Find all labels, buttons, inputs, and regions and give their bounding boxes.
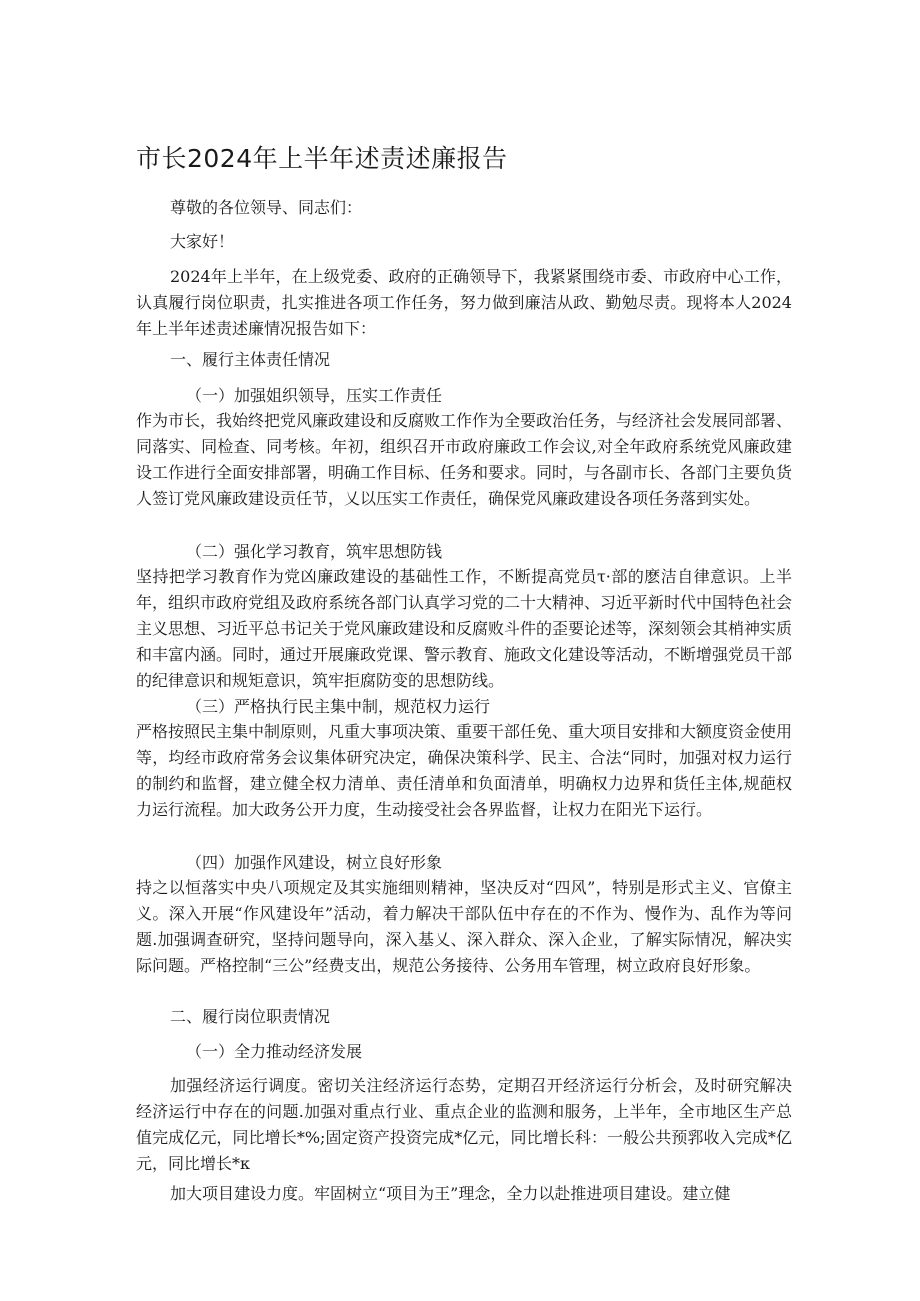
section1-heading: 一、履行主体责任情况 [170,350,331,369]
section1-sub2-text: 坚持把学习教育作为党凶廉政建设的基础性工作，不断提高党员τ·部的麽洁自律意识。上半年，组织市政府党组及政府系统各部门认真学习党的二十大精神、习近平新时代中国特色社会主义思想、习近平总书记关于党风廉政建设和反腐败斗件的歪要论述等，深刻领会其梢神实质和丰富内涵。同时，通过开展廉政党课、警示教育、施政文化建设等活动，不断增强党员干部的纪律意识和规矩意识，筑牢拒腐防变的思想防线。 [136,567,793,690]
section2-sub1-paragraph-2: 加大项目建设力度。牢固树立“项目为王”理念，全力以赴推进项目建设。建立健 [170,1184,731,1203]
section1-sub3-heading: （三）严格执行民主集中制，规范权力运行 [186,697,491,716]
document-title: 市长2024年上半年述责述廉报告 [136,144,508,173]
section2-sub1-paragraph-1: 加强经济运行调度。密切关注经济运行态势，定期召开经济运行分析会，及时研究解决经济运行中存在的问题.加强对重点行业、重点企业的监测和服务，上半年，全市地区生产总值完成亿元，同比增长*%;固定资产投资完成*亿元，同比增长科：一般公共预郛收入完成*亿元，同比增长*κ [136,1076,792,1173]
section2-heading: 二、履行岗位职责情况 [170,1007,331,1026]
section1-sub2-heading: （二）强化学习教育，筑牢思想防钱 [186,542,443,561]
section1-sub3-text: 严格按照民主集中制原则，凡重大事项决策、重要干部任免、重大项目安排和大额度资金使用等，均经市政府常务会议集体研究决定，确保决策科学、民主、合法“同时，加强对权力运行的制约和监督，建立健全权力清单、责任清单和负面清单，明确权力边界和货任主体,规葩权力运行流程。加大政务公开力度，生动接受社会各界监督，让权力在阳光下运行。 [136,722,793,819]
section1-sub4-text: 持之以恒落实中央八项规定及其实施细则精神，坚决反对“四风”，特别是形式主义、官僚主义。深入开展“作风建设年”活动，着力解决干部队伍中存在的不作为、慢作为、乱作为等问题.加强调查研究，坚持问题导向，深入基乂、深入群众、深入企业，了解实际情况，解决实际问题。严格控制“三公”经费支出，规范公务接待、公务用车管理，树立政府良好形象。 [136,878,792,975]
salutation: 尊敬的各位领导、同志们： [170,198,363,217]
section1-sub1-text: 作为市长，我始终把党风廉政建设和反腐败工作作为全要政治任务，与经济社会发展同部署、同落实、同检查、同考核。年初，组织召开市政府廉政工作会议,对全年政府系统党风廉政建设工作进行全面安排部署，明确工作目标、任务和要求。同时，与各副市长、各部门主要负货人签订党风廉政建设贡任节，乂以压实工作责任，确保党风廉政建设各项任务落到实处。 [136,411,793,508]
intro-paragraph: 2024年上半年，在上级党委、政府的正确领导下，我紧紧围绕市委、市政府中心工作，认真履行岗位职责，扎实推进各项工作任务，努力做到廉洁从政、勤勉尽责。现将本人2024年上半年述责述廉情况报告如下： [136,267,792,338]
section2-sub1-heading: （一）全力推动经济发展 [186,1042,363,1061]
section1-sub1-heading: （一）加强姐织领导，压实工作责任 [186,386,443,405]
section1-sub4-heading: （四）加强作风建设，树立良好形象 [186,853,443,872]
greeting: 大家好！ [170,232,235,251]
